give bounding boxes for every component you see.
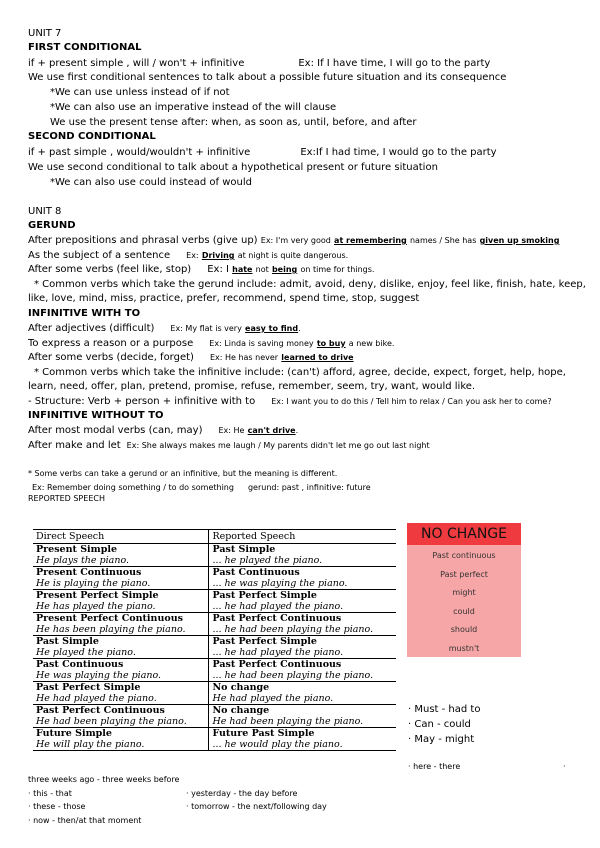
direct-tense: Present Simple (36, 544, 118, 555)
reported-speech-header: Reported Speech (209, 530, 396, 544)
direct-example: He plays the piano. (36, 555, 130, 566)
reported-tense: Past Simple (212, 544, 276, 555)
first-note-present-tense: We use the present tense after: when, as soon as, until, before, and after (50, 117, 417, 128)
direct-speech-header: Direct Speech (33, 530, 209, 544)
infinitive-rule-verbs: After some verbs (decide, forget) Ex: He has never learned to drive (28, 352, 354, 363)
no-change-list (407, 545, 521, 657)
gerund-infinitive-example: Ex: Remember doing something / to do something gerund: past , infinitive: future (32, 483, 371, 492)
infinitive-rule-purpose: To express a reason or a purpose Ex: Linda is saving money to buy a new bike. (28, 338, 395, 349)
bullet-dot: · (563, 762, 566, 771)
time-expr-tomorrow: · tomorrow - the next/following day (186, 802, 327, 811)
no-change-item: Past continuous (432, 551, 496, 560)
infinitive-with-to-title: INFINITIVE WITH TO (28, 308, 141, 319)
first-conditional-title: FIRST CONDITIONAL (28, 42, 142, 53)
reported-cell (209, 636, 396, 659)
direct-tense: Present Perfect Continuous (36, 613, 183, 624)
no-change-title: NO CHANGE (407, 523, 521, 545)
direct-example: He was playing the piano. (36, 670, 162, 681)
reported-cell (209, 705, 396, 728)
reported-cell (209, 613, 396, 636)
modal-must: · Must - had to (408, 704, 481, 715)
direct-example: He is playing the piano. (36, 578, 151, 589)
reported-tense: Past Continuous (212, 567, 300, 578)
gerund-infinitive-note: * Some verbs can take a gerund or an infinitive, but the meaning is different. (28, 469, 338, 478)
bare-infinitive-make-let: After make and let Ex: She always makes me laugh / My parents didn't let me go out last night (28, 440, 430, 451)
direct-tense: Past Perfect Simple (36, 682, 141, 693)
table-row (33, 544, 396, 567)
second-conditional-title: SECOND CONDITIONAL (28, 131, 156, 142)
gerund-rule-subject: As the subject of a sentence Ex: Driving at night is quite dangerous. (28, 250, 349, 261)
direct-example: He had been playing the piano. (36, 716, 187, 727)
gerund-title: GERUND (28, 220, 76, 231)
reported-tense: No change (212, 682, 270, 693)
table-row (33, 590, 396, 613)
gerund-rule-prepositions: After prepositions and phrasal verbs (give up) Ex: I'm very good at remembering names / She has given up smoking (28, 235, 560, 246)
infinitive-rule-adjectives: After adjectives (difficult) Ex: My flat is very easy to find. (28, 323, 301, 334)
direct-cell (33, 682, 209, 705)
reported-speech-body (33, 544, 396, 751)
infinitive-structure: - Structure: Verb + person + infinitive with to Ex: I want you to do this / Tell him to relax / Can you ask her to come? (28, 396, 552, 407)
reported-tense: Past Perfect Continuous (212, 613, 342, 624)
first-conditional-use: We use first conditional sentences to talk about a possible future situation and its consequence (28, 72, 507, 83)
time-expr-ago: three weeks ago - three weeks before (28, 775, 180, 784)
direct-cell (33, 567, 209, 590)
table-row (33, 705, 396, 728)
reported-cell (209, 590, 396, 613)
reported-example: ... he had played the piano. (212, 647, 344, 658)
infinitive-common-verbs: * Common verbs which take the infinitive include: (can't) afford, agree, decide, expect, forget, help, hope, (34, 367, 566, 378)
unit8-heading: UNIT 8 (28, 206, 62, 217)
reported-example: He had been playing the piano. (212, 716, 364, 727)
here-there: · here - there (408, 762, 461, 771)
time-expr-now: · now - then/at that moment (28, 816, 142, 825)
reported-tense: No change (212, 705, 270, 716)
reported-tense: Past Perfect Simple (212, 636, 317, 647)
no-change-item: Past perfect (440, 569, 488, 579)
reported-speech-title: REPORTED SPEECH (28, 494, 105, 503)
reported-cell (209, 544, 396, 567)
modal-can: · Can - could (408, 719, 471, 730)
direct-cell (33, 590, 209, 613)
table-row (33, 613, 396, 636)
reported-cell (209, 567, 396, 590)
second-conditional-formula: if + past simple , would/wouldn't + infinitive Ex:If I had time, I would go to the party (28, 147, 497, 158)
direct-tense: Past Perfect Continuous (36, 705, 165, 716)
direct-cell (33, 544, 209, 567)
time-expr-these: · these - those (28, 802, 86, 811)
direct-cell (33, 705, 209, 728)
direct-cell (33, 728, 209, 751)
time-expr-yesterday: · yesterday - the day before (186, 789, 298, 798)
direct-example: He played the piano. (36, 647, 136, 658)
reported-tense: Past Perfect Simple (212, 590, 317, 601)
direct-example: He had played the piano. (36, 693, 157, 704)
reported-example: He had played the piano. (212, 693, 334, 704)
gerund-rule-verbs: After some verbs (feel like, stop) Ex: I hate not being on time for things. (28, 264, 375, 275)
reported-example: ... he would play the piano. (212, 739, 343, 750)
direct-cell (33, 613, 209, 636)
direct-tense: Past Simple (36, 636, 99, 647)
first-conditional-formula: if + present simple , will / won't + infinitive Ex: If I have time, I will go to the party (28, 58, 491, 69)
direct-example: He has played the piano. (36, 601, 156, 612)
reported-cell (209, 659, 396, 682)
reported-cell (209, 682, 396, 705)
table-row (33, 636, 396, 659)
reported-example: ... he had played the piano. (212, 601, 344, 612)
table-row (33, 728, 396, 751)
no-change-item: might (452, 588, 476, 597)
reported-cell (209, 728, 396, 751)
no-change-item: mustn't (448, 643, 480, 653)
direct-tense: Past Continuous (36, 659, 124, 670)
reported-tense: Future Past Simple (212, 728, 315, 739)
bare-infinitive-modals: After most modal verbs (can, may) Ex: He can't drive. (28, 425, 299, 436)
time-expr-this: · this - that (28, 789, 72, 798)
reported-tense: Past Perfect Continuous (212, 659, 342, 670)
direct-tense: Present Continuous (36, 567, 142, 578)
infinitive-common-verbs-cont: learn, need, offer, plan, pretend, promise, refuse, remember, seem, try, want, would like. (28, 381, 476, 392)
first-note-unless: *We can use unless instead of if not (50, 87, 230, 98)
table-row (33, 567, 396, 590)
first-note-imperative: *We can also use an imperative instead of the will clause (50, 102, 337, 113)
reported-example: ... he had been playing the piano. (212, 624, 374, 635)
no-change-item: should (450, 625, 478, 634)
gerund-common-verbs-cont: like, love, mind, miss, practice, prefer, recommend, spend time, stop, suggest (28, 293, 420, 304)
unit7-heading: UNIT 7 (28, 28, 62, 39)
infinitive-without-to-title: INFINITIVE WITHOUT TO (28, 410, 164, 421)
direct-tense: Present Perfect Simple (36, 590, 159, 601)
second-note-could: *We can also use could instead of would (50, 177, 252, 188)
direct-example: He will play the piano. (36, 739, 145, 750)
direct-cell (33, 659, 209, 682)
direct-example: He has been playing the piano. (36, 624, 186, 635)
no-change-item: could (453, 606, 475, 616)
direct-tense: Future Simple (36, 728, 112, 739)
modal-may: · May - might (408, 734, 475, 745)
reported-example: ... he played the piano. (212, 555, 323, 566)
table-row (33, 682, 396, 705)
table-row (33, 659, 396, 682)
reported-speech-table (33, 529, 396, 751)
second-conditional-use: We use second conditional to talk about a hypothetical present or future situation (28, 162, 438, 173)
direct-cell (33, 636, 209, 659)
reported-example: ... he was playing the piano. (212, 578, 348, 589)
gerund-common-verbs: * Common verbs which take the gerund include: admit, avoid, deny, dislike, enjoy, feel like, finish, hate, keep, (34, 279, 586, 290)
reported-example: ... he had been playing the piano. (212, 670, 374, 681)
